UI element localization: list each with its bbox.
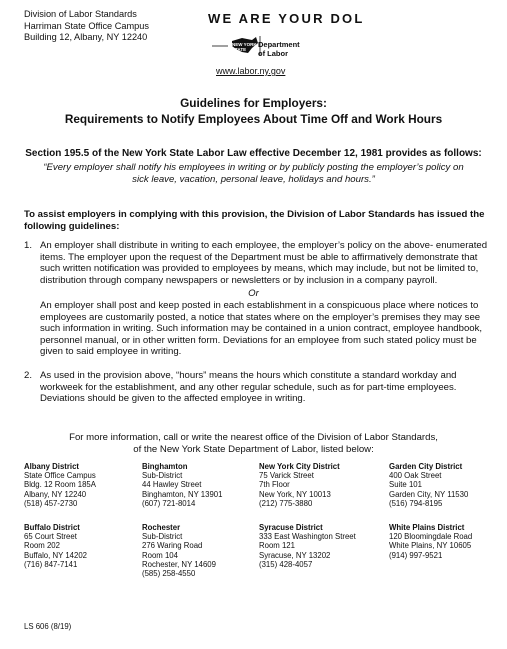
more-info-line: of the New York State Department of Labor, listed below: [133, 444, 374, 455]
office-phone: (212) 775-3880 [259, 498, 313, 508]
office-line: Rochester, NY 14609 [142, 559, 216, 569]
office-nyc [259, 462, 384, 508]
office-line: 7th Floor [259, 480, 290, 490]
law-quote: “Every employer shall notify his employees in writing or by publicly posting the employer’s policy on sick leave, vacation, personal leave, holidays and hours.” [43, 162, 464, 185]
guideline-1-alternative: An employer shall post and keep posted in each establishment in a conspicuous place where notices to employees are customarily posted, a notice that states where on the employer’s premises they may see such information in writing. Such information may be contained in a union contract, employee handbook, personnel manual, or in other written form. Deviations for an employee from such stated policy must be given to said employee in writing. [40, 300, 483, 358]
office-name: Rochester [142, 523, 181, 532]
office-line: Suite 101 [389, 480, 422, 490]
form-number: LS 606 (8/19) [24, 622, 72, 631]
guideline-2-text: As used in the provision above, “hours” means the hours which constitute a standard workday and workweek for the establishment, and any other regular schedule, such as for part-time employees. Deviations should be given to the affected employee in writing. [40, 370, 457, 405]
office-binghamton [142, 462, 267, 508]
more-info [40, 432, 467, 456]
office-phone: (716) 847-7141 [24, 559, 78, 569]
page-subtitle: Requirements to Notify Employees About Time Off and Work Hours [64, 112, 443, 126]
logo-text-line: NEW YORK [232, 42, 257, 47]
office-line: White Plains, NY 10605 [389, 541, 472, 551]
office-line: 276 Waring Road [142, 541, 203, 551]
office-line: 400 Oak Street [389, 471, 442, 481]
office-phone: (518) 457-2730 [24, 498, 78, 508]
office-white-plains [389, 523, 507, 560]
office-syracuse [259, 523, 384, 569]
address-line: Building 12, Albany, NY 12240 [24, 32, 148, 42]
office-line: 333 East Washington Street [259, 532, 356, 542]
office-phone: (607) 721-8014 [142, 498, 196, 508]
office-garden-city [389, 462, 507, 508]
office-name: Garden City District [389, 462, 463, 471]
office-line: Room 121 [259, 541, 295, 551]
office-line: Bldg. 12 Room 185A [24, 480, 96, 490]
office-phone: (914) 997-9521 [389, 550, 443, 560]
office-name: Buffalo District [24, 523, 80, 532]
office-line: Room 104 [142, 550, 178, 560]
office-line: Sub-District [142, 532, 183, 542]
or-separator: Or [248, 288, 259, 299]
office-line: State Office Campus [24, 471, 96, 481]
website-link[interactable]: www.labor.ny.gov [216, 66, 286, 76]
office-line: 120 Bloomingdale Road [389, 532, 473, 542]
slogan: WE ARE YOUR DOL [208, 11, 365, 26]
department-line: of Labor [258, 49, 288, 58]
office-name: White Plains District [389, 523, 465, 532]
more-info-line: For more information, call or write the nearest office of the Division of Labor Standards, [69, 432, 438, 443]
office-line: Sub-District [142, 471, 183, 481]
logo-text-line: STATE [232, 47, 247, 52]
office-phone: (585) 258-4550 [142, 569, 196, 579]
guideline-number: 1. [24, 240, 33, 251]
department-name [258, 40, 300, 58]
office-name: Binghamton [142, 462, 188, 471]
guideline-1-text: An employer shall distribute in writing to each employee, the employer’s policy on the above- enumerated items. The employer upon the request of the Department must be able to affirmatively demonstrate that such written notification was provided to employees by means, which may include, but not be limited to, distribution through company newspapers or newsletters or by inclusion in a company payroll. [40, 240, 488, 286]
division-address [24, 9, 194, 44]
office-line: 75 Varick Street [259, 471, 314, 481]
office-name: Syracuse District [259, 523, 323, 532]
office-albany [24, 462, 149, 508]
page-title: Guidelines for Employers: [180, 96, 327, 110]
office-line: New York, NY 10013 [259, 489, 331, 499]
office-buffalo [24, 523, 149, 569]
section-heading: Section 195.5 of the New York State Labor Law effective December 12, 1981 provides as follows: [25, 148, 482, 159]
office-line: Syracuse, NY 13202 [259, 550, 331, 560]
office-line: Buffalo, NY 14202 [24, 550, 88, 560]
office-name: New York City District [259, 462, 340, 471]
guideline-number: 2. [24, 370, 33, 381]
office-line: Room 202 [24, 541, 60, 551]
assist-intro: To assist employers in complying with this provision, the Division of Labor Standards has issued the following guidelines: [24, 209, 485, 232]
logo-state-text [232, 42, 257, 52]
office-phone: (315) 428-4057 [259, 559, 313, 569]
office-line: 65 Court Street [24, 532, 77, 542]
department-line: Department [258, 40, 300, 49]
address-line: Harriman State Office Campus [24, 20, 149, 31]
office-line: Binghamton, NY 13901 [142, 489, 223, 499]
office-line: 44 Hawley Street [142, 480, 202, 490]
office-line: Garden City, NY 11530 [389, 489, 469, 499]
office-line: Albany, NY 12240 [24, 489, 87, 499]
office-phone: (516) 794-8195 [389, 498, 443, 508]
office-rochester [142, 523, 267, 578]
address-line: Division of Labor Standards [24, 9, 137, 19]
office-name: Albany District [24, 462, 80, 471]
